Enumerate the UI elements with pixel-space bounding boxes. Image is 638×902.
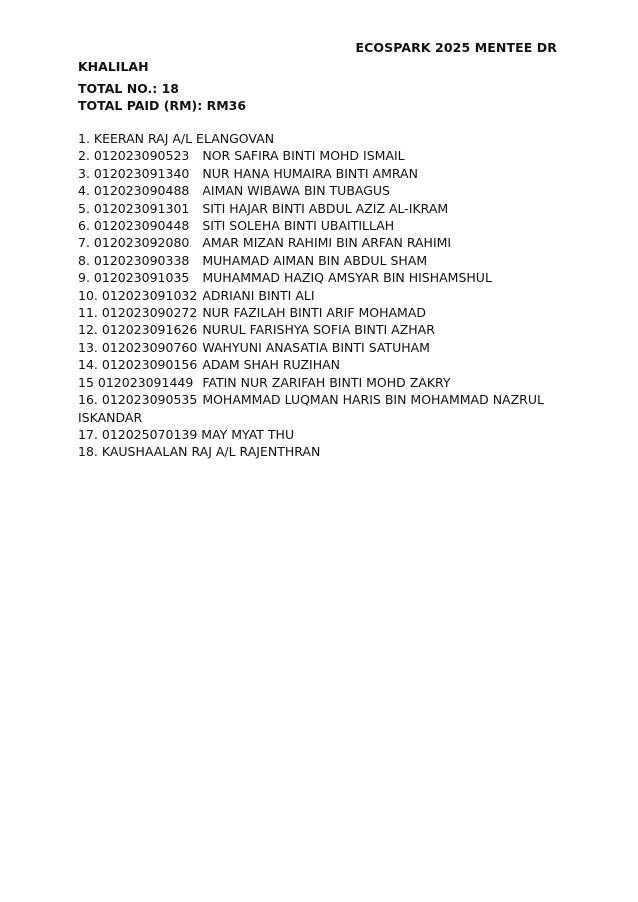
item-number: 11.: [78, 305, 98, 321]
mentee-name: SITI HAJAR BINTI ABDUL AZIZ AL-IKRAM: [202, 200, 449, 216]
list-item: [78, 252, 548, 269]
item-number: 10.: [78, 287, 98, 303]
list-item: [78, 391, 548, 426]
item-number: 2.: [78, 148, 90, 164]
list-item: [78, 234, 548, 251]
list-item: [78, 304, 548, 321]
mentee-name: MUHAMMAD HAZIQ AMSYAR BIN HISHAMSHUL: [202, 270, 492, 286]
list-item: [78, 147, 548, 164]
item-number: 16.: [78, 392, 98, 408]
item-number: 1.: [78, 131, 90, 146]
list-item: [78, 287, 548, 304]
list-item: [78, 182, 548, 199]
matric-number: 012023090488: [93, 183, 190, 199]
matric-number: 012023090338: [93, 252, 190, 268]
mentee-name: NURUL FARISHYA SOFIA BINTI AZHAR: [202, 322, 435, 338]
item-number: 18.: [78, 444, 98, 460]
matric-number: 012023091340: [93, 165, 190, 181]
mentee-name: MOHAMMAD LUQMAN HARIS BIN MOHAMMAD NAZRUL ISKANDAR: [78, 392, 544, 425]
item-number: 6.: [78, 218, 90, 234]
item-number: 4.: [78, 183, 90, 199]
mentee-name: FATIN NUR ZARIFAH BINTI MOHD ZAKRY: [202, 374, 451, 390]
mentee-name: KEERAN RAJ A/L ELANGOVAN: [93, 131, 275, 146]
item-number: 3.: [78, 165, 90, 181]
mentor-name: KHALILAH: [78, 59, 149, 74]
list-item: [78, 321, 548, 338]
list-item: [78, 339, 548, 356]
list-item: [78, 165, 548, 182]
matric-number: 012023090760: [101, 339, 198, 355]
item-number: 7.: [78, 235, 90, 251]
mentee-name: MAY MYAT THU: [201, 426, 295, 442]
mentee-name: WAHYUNI ANASATIA BINTI SATUHAM: [202, 339, 430, 355]
item-number: 8.: [78, 252, 90, 268]
mentee-name: NUR FAZILAH BINTI ARIF MOHAMAD: [202, 305, 427, 321]
mentee-name: NUR HANA HUMAIRA BINTI AMRAN: [202, 165, 418, 181]
matric-number: 012023090156: [101, 357, 198, 373]
item-number: 15: [78, 374, 94, 390]
header-block: [78, 58, 246, 114]
total-count: TOTAL NO.: 18: [78, 81, 180, 96]
matric-number: 012023090448: [93, 218, 190, 234]
matric-number: 012023091626: [101, 322, 198, 338]
mentee-name: NOR SAFIRA BINTI MOHD ISMAIL: [202, 148, 405, 164]
mentee-name: KAUSHAALAN RAJ A/L RAJENTHRAN: [101, 444, 321, 460]
list-item: [78, 217, 548, 234]
mentee-name: MUHAMAD AIMAN BIN ABDUL SHAM: [202, 252, 428, 268]
document-title: ECOSPARK 2025 MENTEE DR: [355, 40, 557, 55]
mentee-name: ADRIANI BINTI ALI: [202, 287, 315, 303]
list-item: [78, 356, 548, 373]
matric-number: 012023091035: [93, 270, 190, 286]
matric-number: 012023090272: [101, 305, 198, 321]
list-item: [78, 443, 548, 460]
item-number: 5.: [78, 200, 90, 216]
mentee-name: AMAR MIZAN RAHIMI BIN ARFAN RAHIMI: [202, 235, 452, 251]
matric-number: 012023091449: [97, 374, 194, 390]
mentee-name: ADAM SHAH RUZIHAN: [202, 357, 341, 373]
list-item: [78, 374, 548, 391]
matric-number: 012023091301: [93, 200, 190, 216]
mentee-name: AIMAN WIBAWA BIN TUBAGUS: [202, 183, 390, 199]
list-item: [78, 200, 548, 217]
total-paid: TOTAL PAID (RM): RM36: [78, 98, 247, 113]
list-item: [78, 130, 548, 147]
list-item: [78, 269, 548, 286]
item-number: 13.: [78, 339, 98, 355]
mentee-name: SITI SOLEHA BINTI UBAITILLAH: [202, 218, 395, 234]
matric-number: 012025070139: [101, 426, 198, 442]
item-number: 9.: [78, 270, 90, 286]
matric-number: 012023090523: [93, 148, 190, 164]
matric-number: 012023092080: [93, 235, 190, 251]
matric-number: 012023091032: [101, 287, 198, 303]
item-number: 14.: [78, 357, 98, 373]
totals-block: [78, 80, 246, 114]
mentee-list: [78, 130, 548, 461]
item-number: 17.: [78, 426, 98, 442]
matric-number: 012023090535: [101, 392, 198, 408]
item-number: 12.: [78, 322, 98, 338]
list-item: [78, 426, 548, 443]
